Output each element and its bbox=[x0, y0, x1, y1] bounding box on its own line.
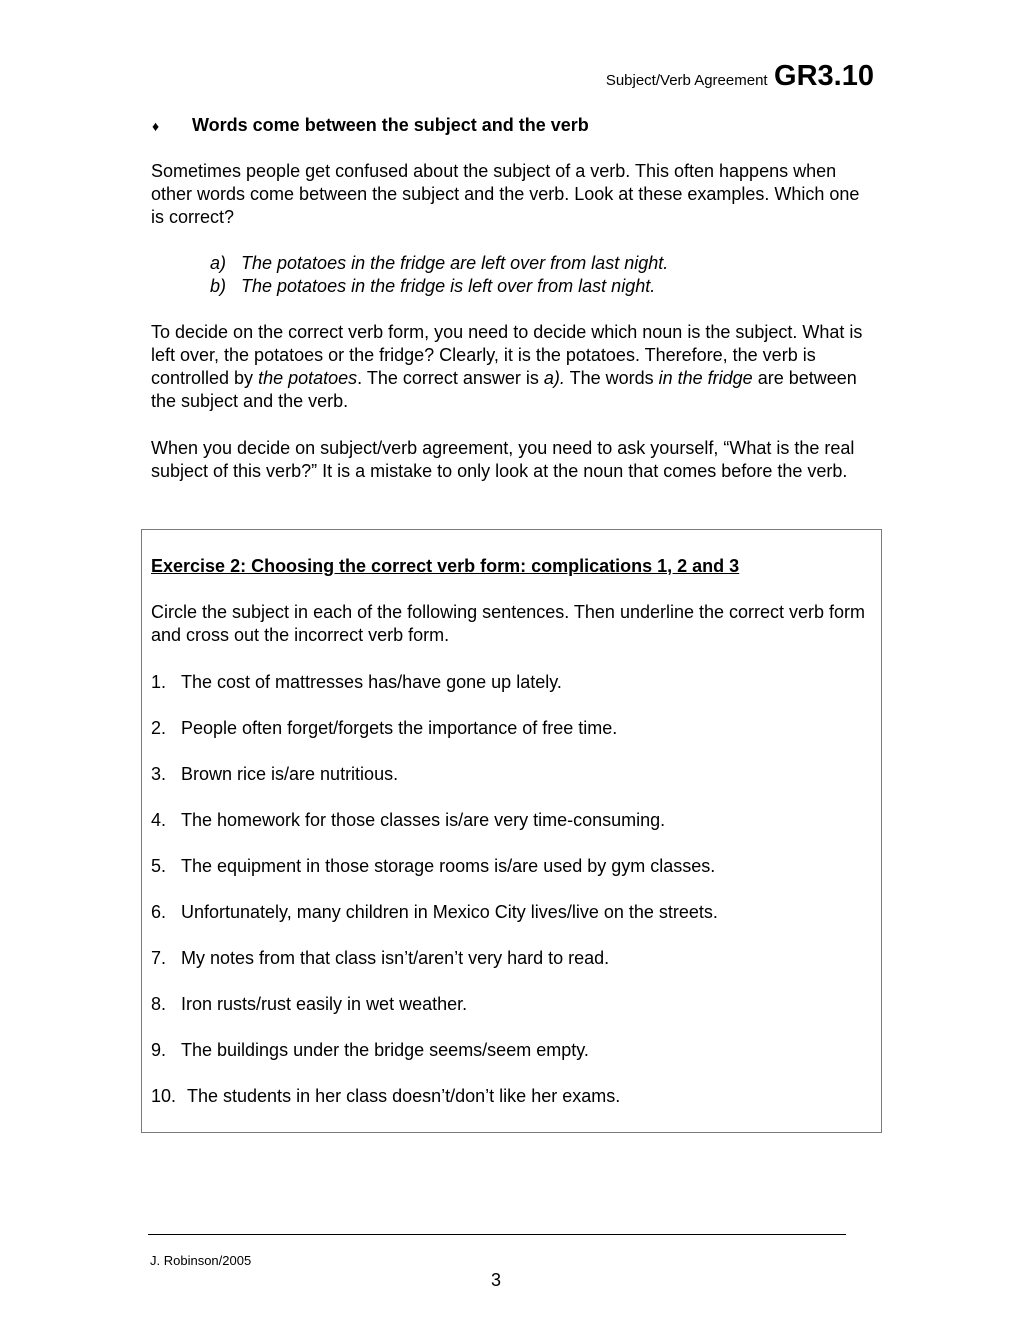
item-number: 9. bbox=[151, 1040, 167, 1060]
item-number: 10. bbox=[151, 1086, 177, 1106]
item-text: My notes from that class isn’t/aren’t very hard to read. bbox=[181, 948, 610, 968]
explanation-emphasis: a). bbox=[543, 368, 565, 388]
example-a bbox=[210, 252, 668, 275]
item-number: 5. bbox=[151, 856, 167, 876]
example-text: The potatoes in the fridge are left over from last night. bbox=[241, 253, 669, 273]
item-text: Unfortunately, many children in Mexico City lives/live on the streets. bbox=[181, 902, 718, 922]
item-text: The homework for those classes is/are very time-consuming. bbox=[181, 810, 666, 830]
item-number: 3. bbox=[151, 764, 167, 784]
example-label: a) bbox=[210, 253, 227, 273]
item-number: 8. bbox=[151, 994, 167, 1014]
item-number: 2. bbox=[151, 718, 167, 738]
item-text: The buildings under the bridge seems/seem empty. bbox=[181, 1040, 589, 1060]
item-number: 7. bbox=[151, 948, 167, 968]
explanation-text: are between the subject and the verb. bbox=[151, 368, 857, 411]
item-number: 1. bbox=[151, 672, 167, 692]
example-text: The potatoes in the fridge is left over from last night. bbox=[241, 276, 656, 296]
header-code: GR3.10 bbox=[774, 60, 874, 92]
header-topic: Subject/Verb Agreement bbox=[605, 72, 768, 89]
exercise-item bbox=[151, 993, 718, 1039]
exercise-item bbox=[151, 717, 718, 763]
page-number: 3 bbox=[491, 1270, 502, 1290]
exercise-item bbox=[151, 671, 718, 717]
exercise-item bbox=[151, 763, 718, 809]
item-text: Iron rusts/rust easily in wet weather. bbox=[181, 994, 468, 1014]
exercise-instructions: Circle the subject in each of the following sentences. Then underline the correct verb form and cross out the incorrect verb form. bbox=[151, 602, 866, 645]
exercise-item bbox=[151, 947, 718, 993]
exercise-item bbox=[151, 1085, 718, 1131]
section-heading-text: Words come between the subject and the verb bbox=[192, 115, 589, 135]
advice-paragraph: When you decide on subject/verb agreement, you need to ask yourself, “What is the real subject of this verb?” It is a mistake to only look at the noun that comes before the verb. bbox=[151, 438, 855, 481]
example-sentences bbox=[210, 252, 668, 298]
section-heading bbox=[152, 115, 589, 136]
item-text: Brown rice is/are nutritious. bbox=[181, 764, 399, 784]
explanation-paragraph bbox=[151, 321, 871, 413]
item-number: 4. bbox=[151, 810, 167, 830]
item-number: 6. bbox=[151, 902, 167, 922]
explanation-text: To decide on the correct verb form, you need to decide which noun is the subject. What is left over, the potatoes or the fridge? Clearly, it is the potatoes. Therefore, the verb is controlled by bbox=[151, 322, 863, 388]
exercise-item bbox=[151, 855, 718, 901]
diamond-bullet-icon: ♦ bbox=[152, 118, 160, 134]
exercise-title: Exercise 2: Choosing the correct verb form: complications 1, 2 and 3 bbox=[151, 556, 740, 576]
exercise-item bbox=[151, 1039, 718, 1085]
explanation-emphasis: in the fridge bbox=[658, 368, 753, 388]
item-text: The students in her class doesn’t/don’t like her exams. bbox=[187, 1086, 621, 1106]
example-label: b) bbox=[210, 276, 227, 296]
example-b bbox=[210, 275, 668, 298]
intro-paragraph: Sometimes people get confused about the subject of a verb. This often happens when other words come between the subject and the verb. Look at these examples. Which one is correct? bbox=[151, 161, 860, 227]
exercise-list bbox=[151, 671, 718, 1131]
explanation-emphasis: the potatoes bbox=[258, 368, 358, 388]
item-text: The cost of mattresses has/have gone up lately. bbox=[181, 672, 562, 692]
exercise-box bbox=[141, 529, 882, 1133]
explanation-text: The words bbox=[564, 368, 659, 388]
footer-divider bbox=[148, 1234, 846, 1235]
exercise-item bbox=[151, 809, 718, 855]
item-text: People often forget/forgets the importance of free time. bbox=[181, 718, 618, 738]
explanation-text: . The correct answer is bbox=[357, 368, 544, 388]
item-text: The equipment in those storage rooms is/are used by gym classes. bbox=[181, 856, 716, 876]
page-header bbox=[606, 60, 874, 93]
footer-author: J. Robinson/2005 bbox=[150, 1253, 252, 1268]
exercise-item bbox=[151, 901, 718, 947]
